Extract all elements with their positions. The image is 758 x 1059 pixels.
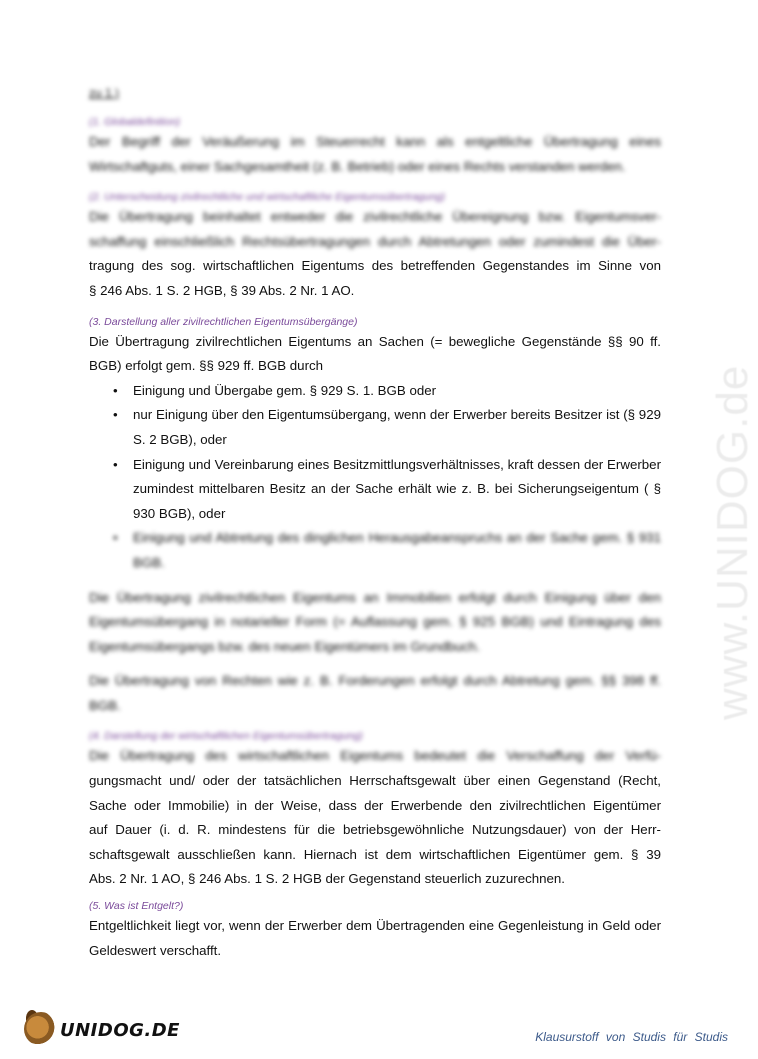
section-2-label: (2. Unterscheidung zivilrechtliche und wirtschaftliche Eigentumsübertragung) <box>89 191 446 204</box>
section-4-line-6: Abs. 2 Nr. 1 AO, § 246 Abs. 1 S. 2 HGB der Gegenstand steuerlich zuzurechnen. <box>89 871 566 887</box>
section-3-para-2: Die Übertragung zivilrechtlichen Eigentums an Immobilien erfolgt durch Einigung über den Eigentumsübergang in notarieller Form (= Auflassung gem. § 925 BGB) und Eintragung des Eigentumsübergangs bzw. des neuen Eigentümers im Grundbuch. <box>89 589 661 654</box>
section-4-line-5: schaftsgewalt ausschließen kann. Hiernach ist dem wirtschaftlichen Eigentümer gem. § 39 <box>89 846 661 862</box>
section-4-label: (4. Darstellung der wirtschaftlichen Eigentumsübertragung) <box>89 730 363 743</box>
section-2-line-1: Die Übertragung beinhaltet entweder die zivilrechtliche Übereignung bzw. Eigentumsver- <box>89 209 661 225</box>
list-item: • Einigung und Abtretung des dinglichen Herausgabeanspruchs an der Sache gem. § 931 BGB. <box>113 530 661 570</box>
section-3-label: (3. Darstellung aller zivilrechtlichen Eigentumsübergänge) <box>89 315 358 328</box>
unidog-logo[interactable] <box>24 1012 180 1046</box>
heading: zu 1.) <box>89 86 120 100</box>
list-item: • Einigung und Übergabe gem. § 929 S. 1. BGB oder <box>113 382 437 398</box>
list-item: • Einigung und Vereinbarung eines Besitzmittlungsverhältnisses, kraft dessen der Erwerber zumindest mittelbaren Besitz an der Sache erhält wie z. B. bei Sicherungseigentum ( § 930 BGB), oder <box>113 456 661 521</box>
document-body <box>89 84 661 963</box>
watermark: www.UNIDOG.de <box>708 364 757 720</box>
dog-mascot-icon <box>24 1012 58 1046</box>
section-3-intro: Die Übertragung zivilrechtlichen Eigentums an Sachen (= bewegliche Gegenstände §§ 90 ff. BGB) erfolgt gem. §§ 929 ff. BGB durch <box>89 333 661 374</box>
section-2-line-4: § 246 Abs. 1 S. 2 HGB, § 39 Abs. 2 Nr. 1 AO. <box>89 282 355 298</box>
section-5-text: Entgeltlichkeit liegt vor, wenn der Erwerber dem Übertragenden eine Gegenleistung in Geld oder Geldeswert verschafft. <box>89 918 661 958</box>
logo-text: UNIDOG.DE <box>60 1020 180 1041</box>
section-2-line-2: schaffung einschließlich Rechtsübertragungen durch Abtretungen oder zumindest die Über- <box>89 233 661 249</box>
section-3-para-3: Die Übertragung von Rechten wie z. B. Forderungen erfolgt durch Abtretung gem. §§ 398 ff. BGB. <box>89 673 661 713</box>
section-2-line-3: tragung des sog. wirtschaftlichen Eigentums des betreffenden Gegenstandes im Sinne von <box>89 258 661 274</box>
section-4-line-2: gungsmacht und/ oder der tatsächlichen Herrschaftsgewalt über einen Gegenstand (Recht, <box>89 773 661 789</box>
section-4-line-4: auf Dauer (i. d. R. mindestens für die betriebsgewöhnliche Nutzungsdauer) von der Herr- <box>89 822 661 838</box>
section-1-label: (1. Globaldefinition) <box>89 116 181 128</box>
section-3-bullets <box>89 379 661 576</box>
section-5-label: (5. Was ist Entgelt?) <box>89 900 184 913</box>
list-item: • nur Einigung über den Eigentumsübergang, wenn der Erwerber bereits Besitzer ist (§ 929 S. 2 BGB), oder <box>113 407 661 447</box>
footer-slogan: Klausurstoff von Studis für Studis <box>535 1030 728 1044</box>
section-4-line-3: Sache oder Immobilie) in der Weise, dass der Erwerbende den zivilrechtlichen Eigentümer <box>89 797 661 813</box>
section-4-line-1: Die Übertragung des wirtschaftlichen Eigentums bedeutet die Verschaffung der Verfü- <box>89 748 661 764</box>
section-1-text: Der Begriff der Veräußerung im Steuerrecht kann als entgeltliche Übertragung eines Wirtschaftguts, einer Sachgesamtheit (z. B. Betrieb) oder eines Rechts verstanden werden. <box>89 134 661 174</box>
